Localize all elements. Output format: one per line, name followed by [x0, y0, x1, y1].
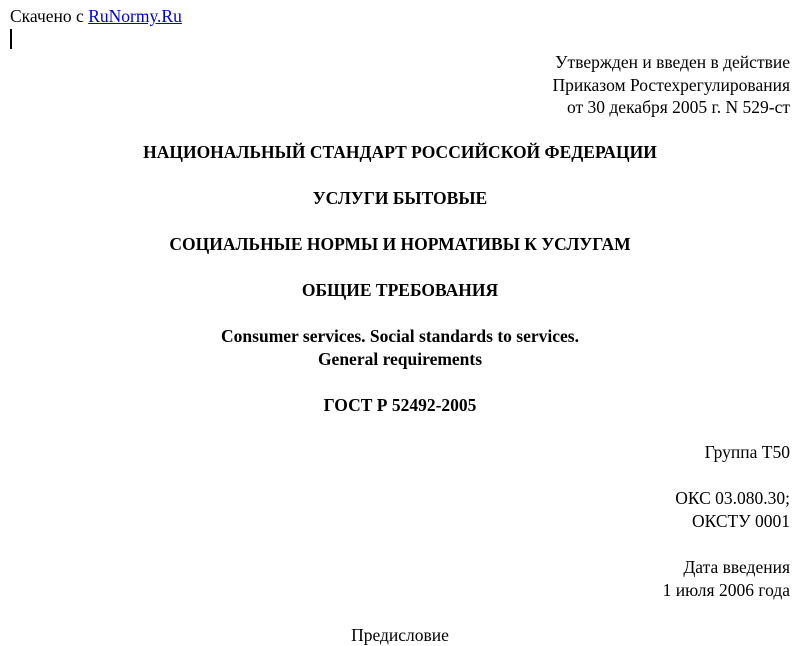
approval-line-1: Утвержден и введен в действие [555, 52, 790, 72]
okstu-code: ОКСТУ 0001 [691, 510, 790, 531]
text-cursor [10, 29, 12, 49]
date-value: 1 июля 2006 года [662, 579, 790, 600]
classification-block [675, 487, 790, 532]
english-title-line-2: General requirements [317, 349, 483, 369]
approval-line-2: Приказом Ростехрегулирования [552, 74, 790, 95]
gost-number: ГОСТ Р 52492-2005 [323, 395, 477, 415]
oks-code: ОКС 03.080.30; [675, 488, 790, 508]
date-label: Дата введения [683, 557, 790, 577]
approval-block [553, 51, 790, 119]
general-requirements-title: ОБЩИЕ ТРЕБОВАНИЯ [301, 280, 499, 300]
date-block [663, 556, 790, 601]
source-line [10, 5, 182, 27]
source-prefix: Скачено с [10, 6, 84, 26]
services-title: УСЛУГИ БЫТОВЫЕ [312, 188, 488, 208]
national-standard-title: НАЦИОНАЛЬНЫЙ СТАНДАРТ РОССИЙСКОЙ ФЕДЕРАЦИИ [143, 142, 657, 162]
runormy-link[interactable]: RuNormy.Ru [88, 6, 182, 26]
approval-line-3: от 30 декабря 2005 г. N 529-ст [566, 97, 790, 117]
english-title-line-1: Consumer services. Social standards to services. [221, 326, 579, 346]
group-label: Группа Т50 [704, 442, 790, 462]
norms-title: СОЦИАЛЬНЫЕ НОРМЫ И НОРМАТИВЫ К УСЛУГАМ [169, 234, 631, 254]
foreword-heading: Предисловие [351, 625, 449, 645]
